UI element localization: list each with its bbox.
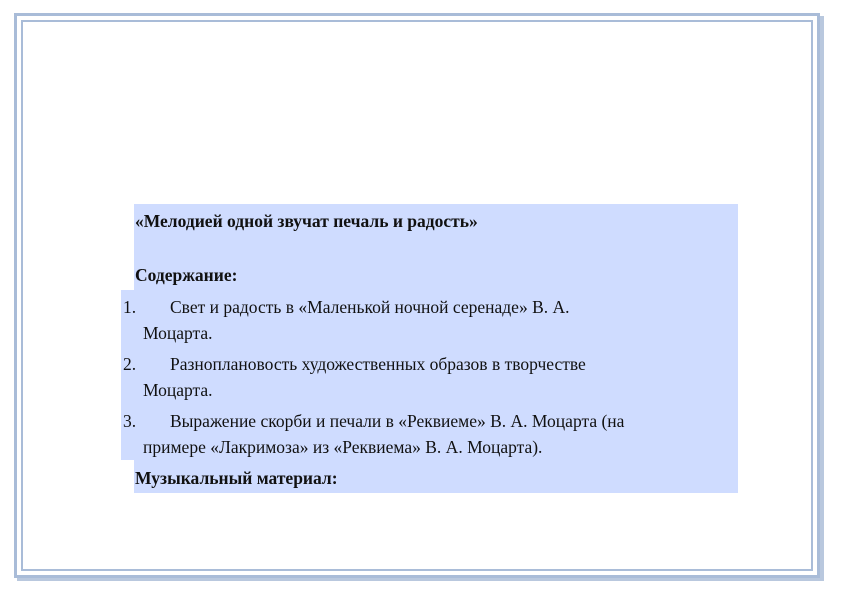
- document-title: «Мелодией одной звучат печаль и радость»: [135, 211, 478, 231]
- list-item-text-line1: Выражение скорби и печали в «Реквиеме» В. А. Моцарта (на: [170, 411, 625, 431]
- contents-heading: Содержание:: [135, 265, 238, 285]
- list-item-number: 2.: [123, 354, 137, 374]
- list-item-text-line2: примере «Лакримоза» из «Реквиема» В. А. Моцарта).: [143, 437, 543, 457]
- list-item-number: 3.: [123, 411, 137, 431]
- list-item-number: 1.: [123, 297, 137, 317]
- list-item-text-line2: Моцарта.: [143, 380, 213, 400]
- list-item-text-line1: Свет и радость в «Маленькой ночной серенаде» В. А.: [170, 297, 570, 317]
- list-item-text-line2: Моцарта.: [143, 323, 213, 343]
- list-item-text-line1: Разноплановость художественных образов в творчестве: [170, 354, 586, 374]
- music-heading: Музыкальный материал:: [135, 468, 338, 488]
